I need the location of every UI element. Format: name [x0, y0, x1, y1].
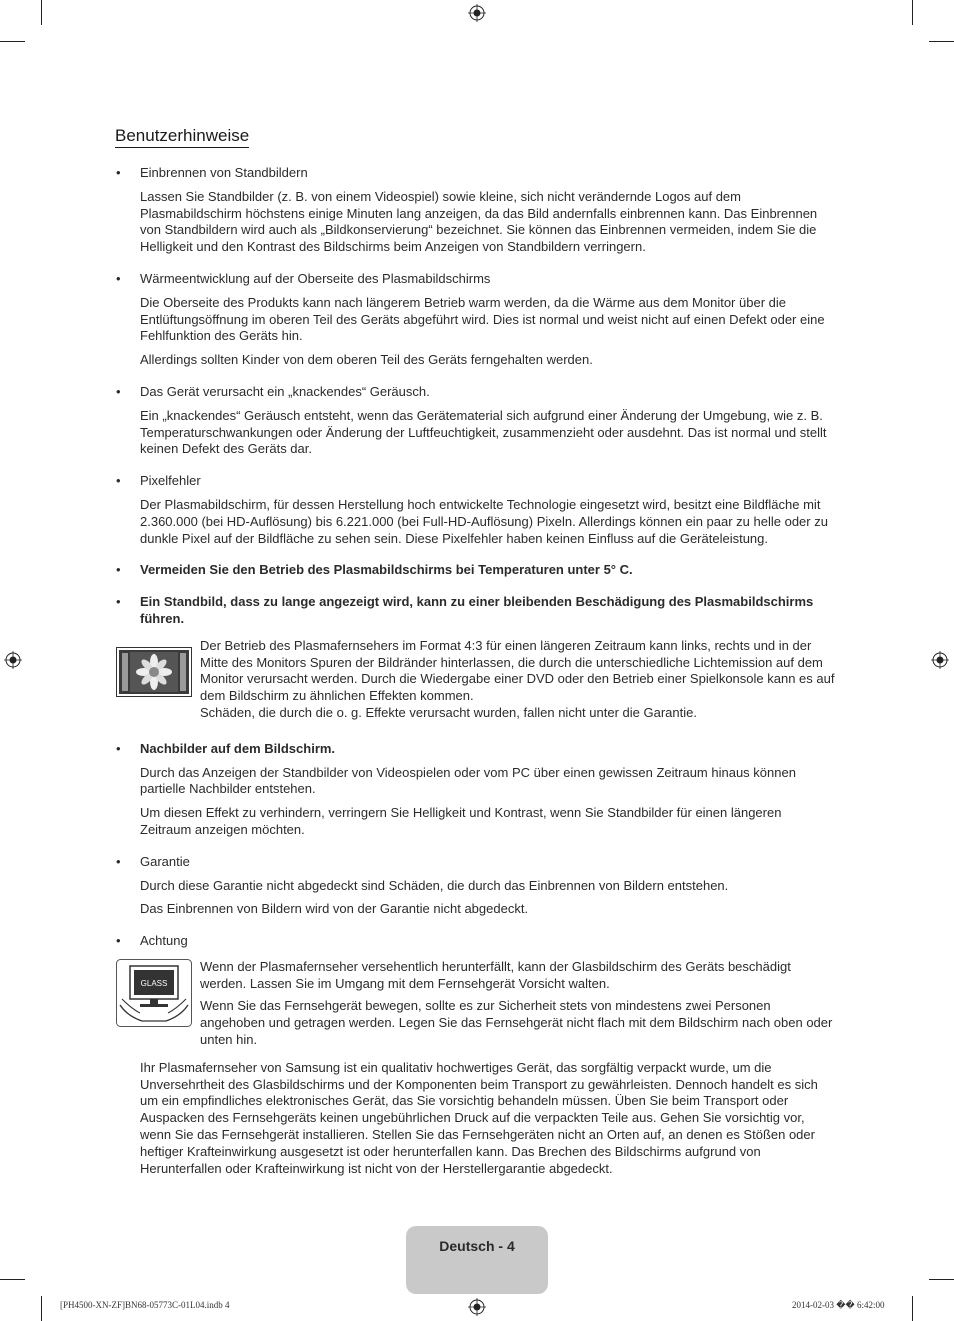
item-heading: Nachbilder auf dem Bildschirm. [140, 740, 336, 756]
crop-mark [0, 41, 25, 42]
item-heading: Wärmeentwicklung auf der Oberseite des Plasmabildschirms [140, 270, 491, 286]
item-heading: Ein Standbild, dass zu lange angezeigt wird, kann zu einer bleibenden Beschädigung des Plasmabildschirms führen. [140, 594, 814, 626]
item-heading: Einbrennen von Standbildern [140, 165, 308, 180]
list-item [116, 594, 836, 628]
item-heading: Das Gerät verursacht ein „knackendes“ Geräusch. [140, 383, 430, 399]
bullet: • [116, 933, 121, 949]
item-heading: Garantie [140, 853, 190, 869]
item-paragraph: Der Plasmabildschirm, für dessen Herstellung hoch entwickelte Technologie eingesetzt wird, besitzt eine Bildfläche mit 2.360.000 (bei HD-Auflösung) bis 6.221.000 (bei Full-HD-Auflösung) Pixeln. Allerdings können ein paar zu helle oder zu dunkle Pixel auf der Bildfläche zu sehen sein. Diese Pixelfehler haben keinen Einfluss auf die Geräteleistung. [140, 496, 828, 546]
page-number: Deutsch - 4 [439, 1238, 515, 1254]
tv-flower-image-icon [116, 647, 192, 697]
burn-in-figure-row [116, 638, 836, 722]
slug-left: [PH4500-XN-ZF]BN68-05773C-01L04.indb 4 [60, 1300, 230, 1310]
figure-text [200, 638, 836, 722]
item-heading: Achtung [140, 933, 188, 949]
item-paragraph: Lassen Sie Standbilder (z. B. von einem Videospiel) sowie kleine, sich nicht verändernde Logos auf dem Plasmabildschirm höchstens einige Minuten lang anzeigen, da das Bild andernfalls einbrennen kann. Das Einbrennen von Standbildern wird auch als „Bildkonservierung“ bezeichnet. Sie können das Einbrennen vermeiden, indem Sie die Helligkeit und den Kontrast des Bildschirms beim Anzeigen von Standbildern verringern. [140, 188, 818, 255]
crop-mark [0, 1279, 25, 1280]
bullet: • [116, 473, 121, 489]
list-item [116, 271, 836, 369]
item-paragraph: Schäden, die durch die o. g. Effekte verursacht wurden, fallen nicht unter die Garantie. [200, 704, 697, 720]
bullet: • [116, 383, 121, 399]
item-paragraph: Durch diese Garantie nicht abgedeckt sind Schäden, die durch das Einbrennen von Bildern entstehen. [140, 877, 729, 893]
figure-box [116, 959, 200, 1049]
list-item [116, 165, 836, 256]
bullet: • [116, 594, 121, 610]
crop-mark [929, 1279, 954, 1280]
tv-glass-hands-icon [116, 959, 192, 1027]
closing-paragraph: Ihr Plasmafernseher von Samsung ist ein qualitativ hochwertiges Gerät, das sorgfältig verpackt wurde, um die Unversehrtheit des Glasbildschirms und der Komponenten beim Transport zu gewährleisten. Dennoch handelt es sich um ein empfindliches elektronisches Gerät, das Sie vorsichtig behandeln müssen. Üben Sie beim Transport oder Auspacken des Fernsehgeräts keinen ungebührlichen Druck auf die verpackten Teile aus. Gehen Sie vorsichtig vor, wenn Sie das Fernsehgerät installieren. Stellen Sie das Fernsehgeräten nicht an Orten auf, an denen es Stößen oder heftiger Krafteinwirkung ausgesetzt ist oder herunterfallen kann. Das Brechen des Bildschirms aufgrund von Herunterfallen oder Krafteinwirkung ist nicht von der Herstellergarantie abgedeckt. [140, 1059, 818, 1176]
crop-mark [912, 0, 913, 25]
crop-mark [912, 1296, 913, 1321]
bullet: • [116, 853, 121, 869]
crop-mark [929, 41, 954, 42]
list-item [116, 741, 836, 839]
item-paragraph: Wenn der Plasmafernseher versehentlich herunterfällt, kann der Glasbildschirm des Geräts beschädigt werden. Lassen Sie im Umgang mit dem Fernsehgerät Vorsicht walten. [200, 958, 791, 991]
bullet: • [116, 165, 121, 180]
page-number-tab [406, 1226, 548, 1294]
list-item [116, 562, 836, 579]
item-paragraph: Ein „knackendes“ Geräusch entsteht, wenn das Gerätematerial sich aufgrund einer Änderung der Umgebung, wie z. B. Temperaturschwankungen oder Änderung der Luftfeuchtigkeit, zusammenzieht oder ausdehnt. Das ist normal und stellt keinen Defekt des Geräts dar. [140, 407, 827, 457]
item-paragraph: Durch das Anzeigen der Standbilder von Videospielen oder vom PC über einen gewissen Zeitraum hinaus können partielle Nachbilder entstehen. [140, 764, 796, 797]
figure-text [200, 959, 836, 1049]
glass-figure-row [116, 959, 836, 1049]
list-item [116, 384, 836, 458]
bullet: • [116, 740, 121, 756]
figure-box [116, 638, 200, 722]
item-heading: Pixelfehler [140, 473, 201, 489]
registration-mark-icon [4, 651, 22, 669]
item-paragraph: Die Oberseite des Produkts kann nach längerem Betrieb warm werden, da die Wärme aus dem Monitor über die Entlüftungsöffnung im oberen Teil des Geräts abgeführt wird. Dies ist normal und weist nicht auf einen Defekt oder eine Fehlfunktion des Geräts hin. [140, 294, 825, 344]
list-item [116, 473, 836, 547]
bullet: • [116, 270, 121, 286]
item-paragraph: Um diesen Effekt zu verhindern, verringern Sie Helligkeit und Kontrast, wenn Sie Standbilder für einen längeren Zeitraum anzeigen möchten. [140, 805, 782, 837]
registration-mark-icon [931, 651, 949, 669]
closing-block [116, 1060, 836, 1178]
page-title: Benutzerhinweise [115, 126, 249, 148]
item-paragraph: Der Betrieb des Plasmafernsehers im Format 4:3 für einen längeren Zeitraum kann links, rechts und in der Mitte des Monitors Spuren der Bildränder hinterlassen, die durch die unterschiedliche Lichtemission auf dem Monitor verursacht werden. Durch die Wiedergabe einer DVD oder den Betrieb einer Spielkonsole kann es auf dem Bildschirm zu ähnlichen Effekten kommen. [200, 637, 835, 704]
crop-mark [41, 1296, 42, 1321]
list-item [116, 854, 836, 918]
item-heading: Vermeiden Sie den Betrieb des Plasmabildschirms bei Temperaturen unter 5° C. [140, 562, 633, 578]
registration-mark-icon [468, 4, 486, 22]
list-item [116, 933, 836, 950]
crop-mark [41, 0, 42, 25]
content [116, 165, 836, 1177]
bullet: • [116, 562, 121, 578]
item-paragraph: Wenn Sie das Fernsehgerät bewegen, sollte es zur Sicherheit stets von mindestens zwei Personen angehoben und getragen werden. Legen Sie das Fernsehgerät nicht flach mit dem Bildschirm nach oben oder unten hin. [200, 998, 833, 1048]
slug-right: 2014-02-03 �� 6:42:00 [792, 1300, 885, 1310]
item-paragraph: Das Einbrennen von Bildern wird von der Garantie nicht abgedeckt. [140, 901, 529, 917]
registration-mark-icon [468, 1298, 486, 1316]
glass-label: GLASS [140, 978, 168, 988]
item-paragraph: Allerdings sollten Kinder von dem oberen Teil des Geräts ferngehalten werden. [140, 352, 593, 368]
